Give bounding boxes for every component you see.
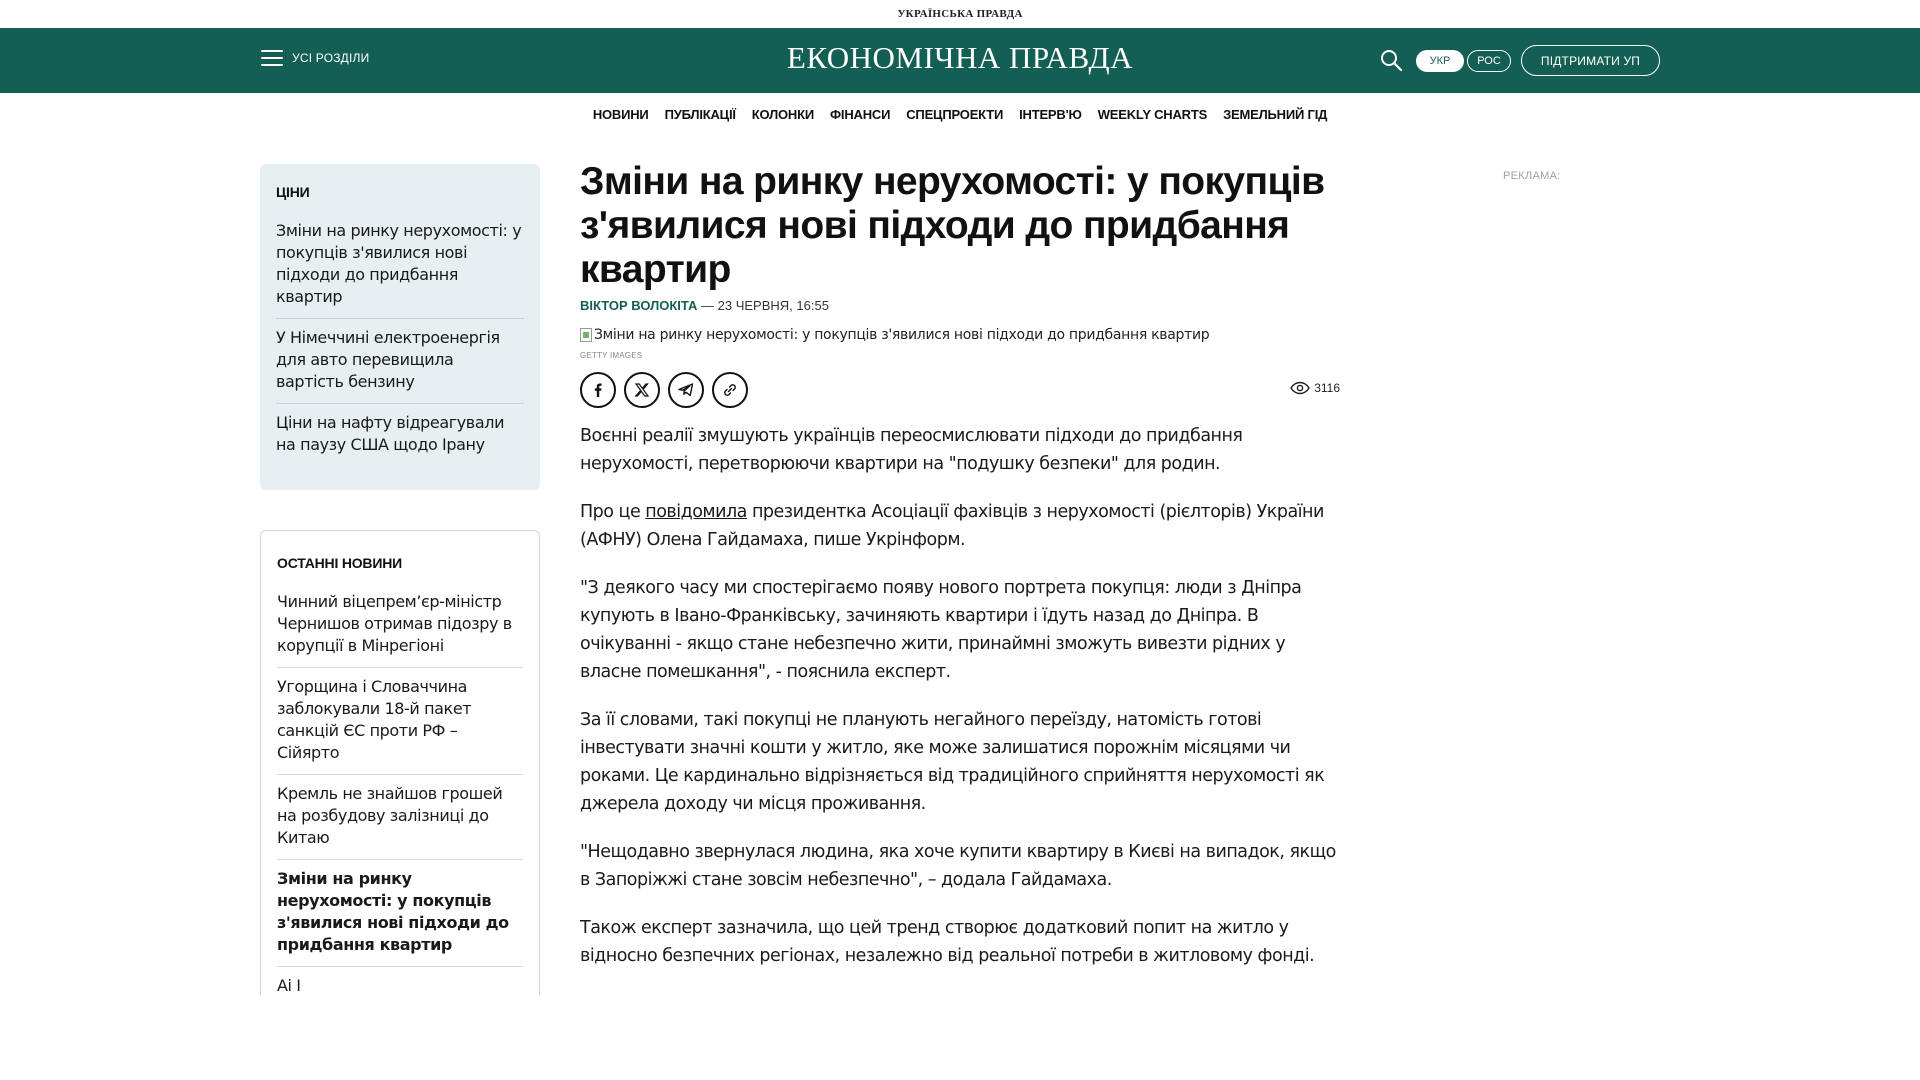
x-icon	[634, 382, 650, 398]
share-facebook-button[interactable]	[580, 372, 616, 408]
lang-ukr-button[interactable]: УКР	[1416, 50, 1464, 72]
paragraph-text: президентка Асоціації фахівців з нерухомості (рієлторів) України (АФНУ) Олена Гайдамаха, пише Укрінформ.	[580, 502, 1324, 550]
paragraph: "З деякого часу ми спостерігаємо появу нового портрета покупця: люди з Дніпра купують в Івано-Франківську, зачиняють квартири і їдуть назад до Дніпра. В очікуванні - якщо стане небезпечно жити, принаймні зможуть вивезти рідних у власне помешкання", - пояснила експерт.	[580, 578, 1302, 682]
paragraph	[580, 498, 1340, 554]
views-count: 3116	[1314, 381, 1340, 395]
sections-nav	[0, 93, 1920, 135]
prices-title[interactable]: ЦІНИ	[276, 184, 310, 200]
hamburger-icon	[261, 50, 283, 66]
all-sections-label: УСІ РОЗДІЛИ	[292, 51, 370, 65]
article-title: Зміни на ринку нерухомості: у покупців з'явилися нові підходи до придбання квартир	[580, 160, 1325, 291]
article-body	[580, 422, 1340, 970]
ukrainska-pravda-logo[interactable]: УКРАЇНСЬКА ПРАВДА	[897, 8, 1023, 20]
sidebar-list-item[interactable]: Зміни на ринку нерухомості: у покупців з'явилися нові підходи до придбання квартир	[277, 860, 523, 967]
sidebar-list-item[interactable]: У Німеччині електроенергія для авто перевищила вартість бензину	[276, 319, 524, 404]
views-counter	[1290, 381, 1340, 395]
nav-item[interactable]: ПУБЛІКАЦІЇ	[664, 106, 736, 122]
paragraph: Також експерт зазначила, що цей тренд створює додатковий попит на житло у відносно безпечних регіонах, незалежно від реальної потреби в житловому фонді.	[580, 918, 1315, 966]
nav-item[interactable]: ЗЕМЕЛЬНИЙ ГІД	[1223, 106, 1328, 122]
all-sections-button[interactable]	[261, 50, 369, 66]
latest-news-title[interactable]: ОСТАННІ НОВИНИ	[277, 555, 402, 571]
article-image	[580, 327, 1340, 343]
nav-item[interactable]: КОЛОНКИ	[751, 106, 815, 122]
author-link[interactable]: ВІКТОР ВОЛОКІТА	[580, 298, 698, 313]
article-image-alt: Зміни на ринку нерухомості: у покупців з'явилися нові підходи до придбання квартир	[594, 327, 1210, 343]
site-logo[interactable]: ЕКОНОМІЧНА ПРАВДА	[786, 40, 1134, 75]
nav-item[interactable]: WEEKLY CHARTS	[1097, 106, 1208, 122]
share-telegram-button[interactable]	[668, 372, 704, 408]
link-icon	[721, 381, 739, 399]
broken-image-icon	[580, 328, 592, 342]
sidebar-list-item[interactable]: Угорщина і Словаччина заблокували 18-й пакет санкцій ЄС проти РФ – Сійярто	[277, 668, 523, 775]
share-row	[580, 372, 1340, 408]
source-link[interactable]: повідомила	[645, 502, 747, 522]
support-button[interactable]: ПІДТРИМАТИ УП	[1521, 45, 1660, 76]
top-strip	[0, 0, 1920, 28]
site-header	[0, 28, 1920, 93]
paragraph: За її словами, такі покупці не планують негайного переїзду, натомість готові інвестувати значні кошти у житло, яке може залишатися порожнім місяцями чи роками. Це кардинально відрізняється від традиційного сприйняття нерухомості як джерела доходу чи місця проживання.	[580, 710, 1325, 814]
share-x-button[interactable]	[624, 372, 660, 408]
lang-ros-button[interactable]: РОС	[1467, 50, 1511, 72]
sidebar-list-item[interactable]: Чинний віцепрем’єр-міністр Чернишов отримав підозру в корупції в Мінрегіоні	[277, 583, 523, 668]
nav-item[interactable]: НОВИНИ	[592, 106, 649, 122]
sidebar-list-item[interactable]: Зміни на ринку нерухомості: у покупців з'явилися нові підходи до придбання квартир	[276, 212, 524, 319]
sidebar-list-item[interactable]: Ai I	[277, 967, 523, 1000]
paragraph-text: Про це	[580, 502, 646, 522]
viewport-bottom	[0, 995, 1920, 1080]
search-button[interactable]	[1379, 48, 1403, 72]
eye-icon	[1290, 381, 1310, 395]
paragraph: "Нещодавно звернулася людина, яка хоче купити квартиру в Києві на випадок, якщо в Запоріжжі стане зовсім небезпечно", – додала Гайдамаха.	[580, 842, 1336, 890]
copy-link-button[interactable]	[712, 372, 748, 408]
ad-label: РЕКЛАМА:	[1503, 170, 1561, 182]
nav-item[interactable]: ФІНАНСИ	[830, 106, 891, 122]
sidebar-list-item[interactable]: Кремль не знайшов грошей на розбудову залізниці до Китаю	[277, 775, 523, 860]
nav-item[interactable]: ІНТЕРВ'Ю	[1019, 106, 1082, 122]
prices-box	[260, 164, 540, 490]
latest-news-box	[260, 530, 540, 1000]
article	[580, 160, 1340, 990]
image-credit: GETTY IMAGES	[580, 351, 643, 360]
facebook-icon	[590, 382, 606, 398]
article-meta	[580, 298, 1340, 313]
paragraph: Воєнні реалії змушують українців переосмислювати підходи до придбання нерухомості, перетворюючи квартири на "подушку безпеки" для родин.	[580, 426, 1243, 474]
sidebar-list-item[interactable]: Ціни на нафту відреагували на паузу США щодо Ірану	[276, 413, 505, 454]
search-icon	[1379, 48, 1403, 72]
publish-date: — 23 ЧЕРВНЯ, 16:55	[697, 298, 829, 313]
telegram-icon	[677, 381, 695, 399]
nav-item[interactable]: СПЕЦПРОЕКТИ	[906, 106, 1004, 122]
